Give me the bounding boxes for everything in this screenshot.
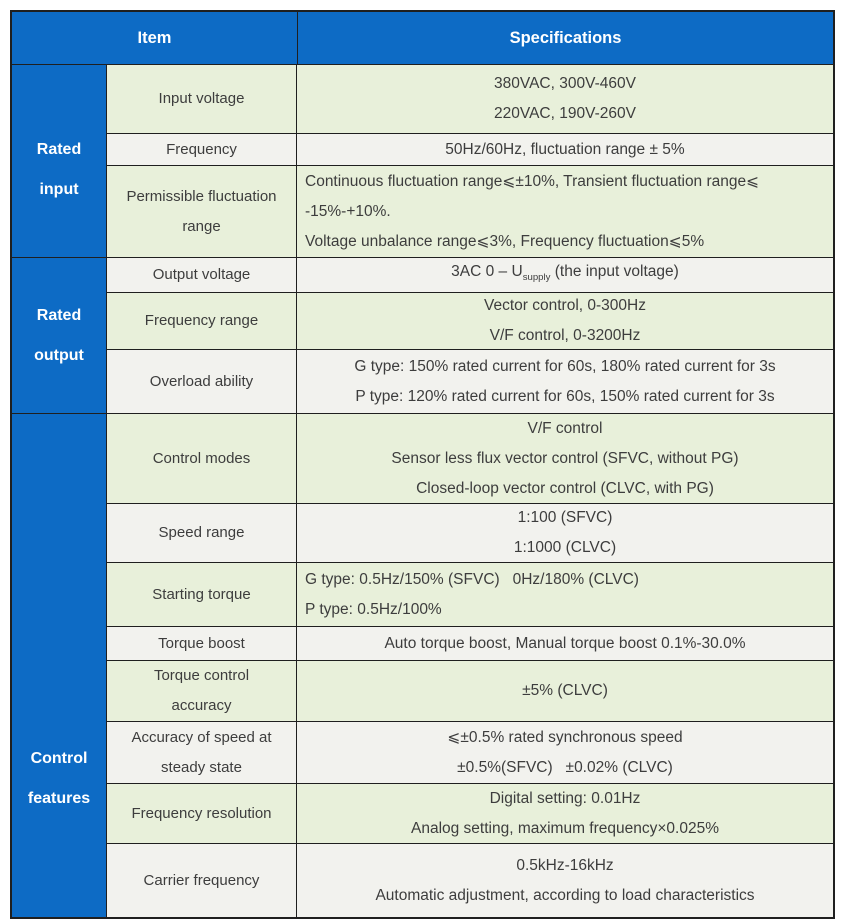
item-cell (107, 563, 297, 626)
spec-line: Closed-loop vector control (CLVC, with PG) (416, 479, 714, 497)
item-line: Carrier frequency (143, 871, 260, 889)
item-cell (107, 844, 297, 917)
section-label-line: features (27, 789, 91, 807)
spec-line: 0.5kHz-16kHz (516, 856, 614, 874)
spec-line: 220VAC, 190V-260V (494, 105, 636, 122)
spec-cell (297, 627, 833, 660)
item-line: Overload ability (149, 372, 254, 390)
spec-line: Sensor less flux vector control (SFVC, without PG) (391, 449, 739, 467)
spec-line: Analog setting, maximum frequency×0.025% (410, 819, 720, 837)
section-rated-output (12, 257, 833, 413)
spec-cell (297, 784, 833, 843)
section-label-line: input (39, 181, 79, 198)
spec-line: -15%-+10%. (305, 202, 391, 220)
spec-line: V/F control (527, 419, 603, 437)
spec-line: 1:100 (SFVC) (517, 509, 613, 526)
spec-cell (297, 414, 833, 503)
spec-cell (297, 350, 833, 413)
subscript-text: supply (522, 272, 551, 284)
section-control-features (12, 413, 833, 917)
section-label-line: Rated (36, 306, 82, 324)
item-line: Accuracy of speed at (131, 728, 272, 746)
item-cell (107, 722, 297, 783)
item-line: Output voltage (152, 266, 251, 283)
table-row (107, 562, 833, 626)
item-line: Speed range (158, 524, 245, 541)
item-line: Frequency range (144, 312, 259, 329)
spec-line: Continuous fluctuation range⩽±10%, Transient fluctuation range⩽ (305, 172, 760, 190)
header-specifications: Specifications (509, 28, 622, 47)
item-line: steady state (161, 758, 242, 776)
spec-cell (297, 563, 833, 626)
spec-line: V/F control, 0-3200Hz (489, 327, 641, 344)
item-cell (107, 65, 297, 133)
section-rows (107, 414, 833, 917)
table-row (107, 783, 833, 843)
spec-line: 50Hz/60Hz, fluctuation range ± 5% (445, 140, 685, 158)
table-row (107, 843, 833, 917)
spec-line: ⩽±0.5% rated synchronous speed (447, 728, 683, 746)
spec-line: Voltage unbalance range⩽3%, Frequency fluctuation⩽5% (305, 232, 705, 250)
header-item: Item (12, 12, 298, 64)
item-line: Frequency (166, 140, 237, 158)
section-rows (107, 258, 833, 413)
table-row (107, 349, 833, 413)
item-line: Permissible fluctuation (126, 187, 277, 205)
item-cell (107, 350, 297, 413)
table-row (107, 133, 833, 165)
spec-cell (297, 661, 833, 721)
spec-line: 1:1000 (CLVC) (513, 539, 617, 556)
item-line: Frequency resolution (131, 804, 272, 822)
table-row (107, 65, 833, 133)
item-line: Starting torque (152, 585, 251, 603)
spec-line: P type: 120% rated current for 60s, 150% rated current for 3s (355, 387, 775, 405)
table-row (107, 721, 833, 783)
spec-line: Automatic adjustment, according to load characteristics (375, 886, 755, 904)
spec-line: G type: 150% rated current for 60s, 180% rated current for 3s (354, 357, 776, 375)
item-line: Control modes (152, 449, 251, 467)
section-label-line: Control (30, 749, 88, 767)
table-row (107, 626, 833, 660)
item-line: Input voltage (158, 90, 245, 107)
item-line: Torque boost (158, 634, 245, 652)
spec-line: ±0.5%(SFVC) ±0.02% (CLVC) (457, 758, 673, 776)
section-label-line: output (34, 346, 84, 364)
table-row (107, 292, 833, 349)
section-label (12, 258, 107, 413)
spec-cell (297, 722, 833, 783)
item-line: Torque control (153, 667, 250, 684)
spec-cell (297, 258, 833, 292)
item-cell (107, 258, 297, 292)
section-label (12, 65, 107, 257)
item-cell (107, 166, 297, 257)
spec-line: Auto torque boost, Manual torque boost 0.1%-30.0% (384, 634, 746, 652)
section-label-line: Rated (36, 141, 82, 158)
item-cell (107, 504, 297, 562)
item-cell (107, 784, 297, 843)
table-row (107, 258, 833, 292)
item-cell (107, 627, 297, 660)
item-line: range (182, 217, 221, 235)
spec-line: Vector control, 0-300Hz (484, 297, 646, 314)
section-rated-input (12, 65, 833, 257)
table-row (107, 414, 833, 503)
spec-cell (297, 504, 833, 562)
spec-line: ±5% (CLVC) (522, 682, 608, 699)
table-row (107, 165, 833, 257)
spec-line: 380VAC, 300V-460V (494, 75, 636, 92)
spec-cell (297, 293, 833, 349)
table-header-row (12, 12, 833, 65)
spec-text: (the input voltage) (550, 262, 679, 280)
item-cell (107, 293, 297, 349)
spec-cell (297, 134, 833, 165)
spec-table (10, 10, 835, 919)
section-label (12, 414, 107, 917)
table-row (107, 660, 833, 721)
spec-cell (297, 844, 833, 917)
spec-text: 3AC 0 – U (451, 262, 523, 280)
item-cell (107, 134, 297, 165)
spec-line: P type: 0.5Hz/100% (305, 600, 442, 618)
table-body (12, 65, 833, 917)
spec-line: G type: 0.5Hz/150% (SFVC) 0Hz/180% (CLVC) (305, 570, 639, 588)
item-cell (107, 414, 297, 503)
spec-line: Digital setting: 0.01Hz (489, 789, 641, 807)
spec-cell (297, 65, 833, 133)
item-cell (107, 661, 297, 721)
item-line: accuracy (171, 697, 232, 714)
spec-line (451, 257, 679, 293)
table-row (107, 503, 833, 562)
spec-cell (297, 166, 833, 257)
section-rows (107, 65, 833, 257)
